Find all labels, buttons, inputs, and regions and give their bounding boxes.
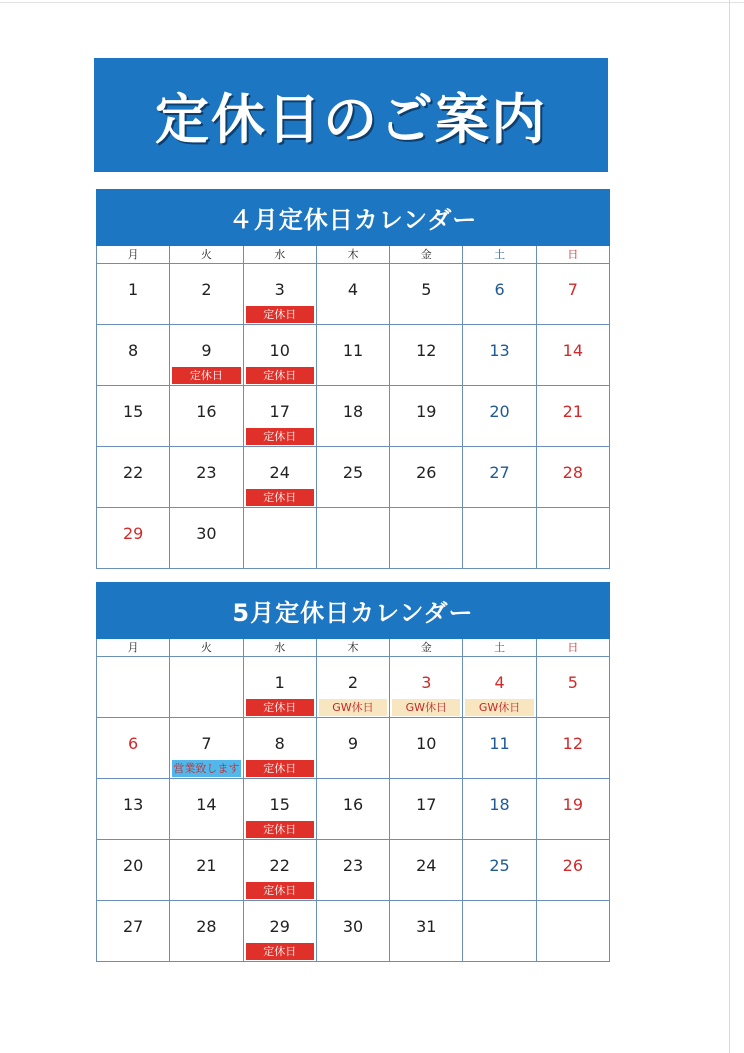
empty-day-cell (97, 657, 170, 718)
day-cell (170, 447, 243, 508)
day-cell (170, 386, 243, 447)
weekday-header: 日 (537, 639, 610, 657)
day-number: 26 (562, 856, 584, 875)
weekday-header: 木 (317, 639, 390, 657)
closed-day-badge: 定休日 (246, 428, 314, 445)
day-number: 3 (421, 673, 432, 692)
day-cell (244, 779, 317, 840)
weekday-header: 火 (170, 639, 243, 657)
day-cell (317, 779, 390, 840)
day-cell (390, 779, 463, 840)
closed-day-badge: 定休日 (246, 367, 314, 384)
closed-day-badge: 定休日 (246, 943, 314, 960)
day-number: 20 (489, 402, 510, 421)
day-number: 15 (122, 402, 144, 421)
day-number: 19 (416, 402, 437, 421)
day-cell (463, 447, 536, 508)
day-cell (97, 447, 170, 508)
day-cell (390, 325, 463, 386)
day-number: 14 (196, 795, 217, 814)
day-cell (170, 508, 243, 569)
may-calendar-grid (96, 639, 610, 962)
day-cell (97, 779, 170, 840)
day-cell (170, 718, 243, 779)
day-number: 18 (489, 795, 510, 814)
day-number: 2 (347, 673, 359, 692)
day-cell (463, 264, 536, 325)
day-number: 20 (122, 856, 144, 875)
day-number: 1 (274, 673, 285, 692)
scan-edge-right (729, 0, 730, 1053)
day-cell (390, 264, 463, 325)
day-cell (317, 901, 390, 962)
weekday-header: 金 (390, 639, 463, 657)
day-cell (317, 447, 390, 508)
empty-day-cell (170, 657, 243, 718)
day-number: 25 (342, 463, 364, 482)
closed-day-badge: 定休日 (246, 821, 314, 838)
gw-holiday-badge: GW休日 (465, 699, 533, 716)
day-number: 4 (347, 280, 359, 299)
day-number: 21 (562, 402, 584, 421)
day-number: 19 (562, 795, 584, 814)
day-cell (317, 718, 390, 779)
weekday-header: 月 (97, 639, 170, 657)
day-cell (390, 447, 463, 508)
open-day-badge: 営業致します (173, 762, 240, 775)
april-calendar-title: ４月定休日カレンダー (228, 206, 478, 234)
day-number: 26 (416, 463, 437, 482)
closed-day-badge: 定休日 (246, 699, 314, 716)
day-number: 25 (489, 856, 510, 875)
day-number: 28 (562, 463, 584, 482)
april-calendar-header (96, 189, 610, 246)
page-title: 定休日のご案内 (155, 87, 547, 151)
empty-day-cell (463, 901, 536, 962)
day-number: 7 (567, 280, 578, 299)
day-number: 4 (494, 673, 505, 692)
day-cell (244, 840, 317, 901)
day-cell (244, 386, 317, 447)
day-cell (537, 264, 610, 325)
gw-holiday-badge: GW休日 (319, 699, 387, 716)
weekday-header: 木 (317, 246, 390, 264)
day-cell (317, 325, 390, 386)
day-number: 13 (122, 795, 144, 814)
day-number: 21 (196, 856, 217, 875)
day-cell (97, 901, 170, 962)
day-cell (463, 840, 536, 901)
may-calendar-title: 5月定休日カレンダー (232, 599, 474, 627)
weekday-header: 月 (97, 246, 170, 264)
day-cell (170, 901, 243, 962)
day-cell (97, 264, 170, 325)
day-cell (244, 264, 317, 325)
day-cell (317, 264, 390, 325)
day-cell (463, 325, 536, 386)
day-number: 2 (201, 280, 212, 299)
day-number: 27 (122, 917, 144, 936)
weekday-header: 水 (244, 639, 317, 657)
day-cell (463, 718, 536, 779)
day-cell (317, 840, 390, 901)
closed-day-badge: 定休日 (246, 489, 314, 506)
day-number: 27 (489, 463, 510, 482)
day-number: 7 (201, 734, 212, 753)
day-cell (390, 657, 463, 718)
day-cell (390, 718, 463, 779)
day-cell (170, 840, 243, 901)
day-cell (97, 508, 170, 569)
empty-day-cell (463, 508, 536, 569)
day-cell (170, 325, 243, 386)
day-number: 16 (196, 402, 217, 421)
april-calendar (96, 189, 610, 569)
day-number: 11 (489, 734, 510, 753)
day-number: 5 (421, 280, 432, 299)
day-number: 9 (347, 734, 359, 753)
day-number: 16 (342, 795, 364, 814)
day-number: 15 (269, 795, 290, 814)
day-cell (244, 657, 317, 718)
empty-day-cell (390, 508, 463, 569)
day-number: 6 (494, 280, 505, 299)
closed-day-badge: 定休日 (246, 760, 314, 777)
empty-day-cell (317, 508, 390, 569)
day-number: 13 (489, 341, 510, 360)
day-number: 18 (342, 402, 364, 421)
day-number: 10 (416, 734, 437, 753)
day-number: 28 (196, 917, 217, 936)
day-number: 31 (416, 917, 437, 936)
april-calendar-grid (96, 246, 610, 569)
day-number: 17 (269, 402, 290, 421)
day-cell (97, 840, 170, 901)
day-number: 30 (196, 524, 217, 543)
day-cell (463, 386, 536, 447)
day-number: 23 (342, 856, 364, 875)
day-cell (244, 447, 317, 508)
day-cell (244, 718, 317, 779)
closed-day-badge: 定休日 (246, 306, 314, 323)
day-number: 11 (342, 341, 364, 360)
day-number: 10 (269, 341, 290, 360)
day-number: 12 (562, 734, 584, 753)
day-number: 24 (416, 856, 437, 875)
day-number: 5 (567, 673, 578, 692)
day-cell (97, 718, 170, 779)
day-cell (390, 386, 463, 447)
day-cell (463, 779, 536, 840)
day-cell (537, 840, 610, 901)
scan-edge-top (0, 2, 744, 3)
weekday-header: 金 (390, 246, 463, 264)
day-cell (537, 718, 610, 779)
day-cell (537, 325, 610, 386)
day-cell (390, 840, 463, 901)
day-cell (244, 325, 317, 386)
day-number: 8 (128, 341, 139, 360)
weekday-header: 日 (537, 246, 610, 264)
may-calendar-header (96, 582, 610, 639)
weekday-header: 火 (170, 246, 243, 264)
empty-day-cell (537, 901, 610, 962)
day-number: 3 (274, 280, 285, 299)
closed-day-badge: 定休日 (246, 882, 314, 899)
closed-day-badge: 定休日 (172, 367, 240, 384)
weekday-header: 水 (244, 246, 317, 264)
day-cell (463, 657, 536, 718)
weekday-header: 土 (463, 639, 536, 657)
day-cell (317, 386, 390, 447)
day-cell (537, 447, 610, 508)
day-cell (537, 386, 610, 447)
day-number: 6 (128, 734, 139, 753)
day-cell (97, 386, 170, 447)
day-cell (537, 657, 610, 718)
day-cell (170, 779, 243, 840)
day-number: 12 (416, 341, 437, 360)
day-number: 1 (128, 280, 139, 299)
day-number: 22 (269, 856, 290, 875)
day-number: 30 (342, 917, 364, 936)
day-number: 8 (274, 734, 285, 753)
day-number: 22 (122, 463, 144, 482)
day-cell (390, 901, 463, 962)
may-calendar (96, 582, 610, 962)
empty-day-cell (537, 508, 610, 569)
day-cell (97, 325, 170, 386)
day-cell (317, 657, 390, 718)
day-cell (244, 901, 317, 962)
day-number: 9 (201, 341, 212, 360)
day-number: 29 (122, 524, 144, 543)
empty-day-cell (244, 508, 317, 569)
day-number: 29 (269, 917, 290, 936)
day-cell (537, 779, 610, 840)
title-banner (94, 58, 608, 172)
day-cell (170, 264, 243, 325)
weekday-header: 土 (463, 246, 536, 264)
day-number: 17 (416, 795, 437, 814)
day-number: 24 (269, 463, 290, 482)
day-number: 23 (196, 463, 217, 482)
day-number: 14 (562, 341, 584, 360)
gw-holiday-badge: GW休日 (392, 699, 460, 716)
